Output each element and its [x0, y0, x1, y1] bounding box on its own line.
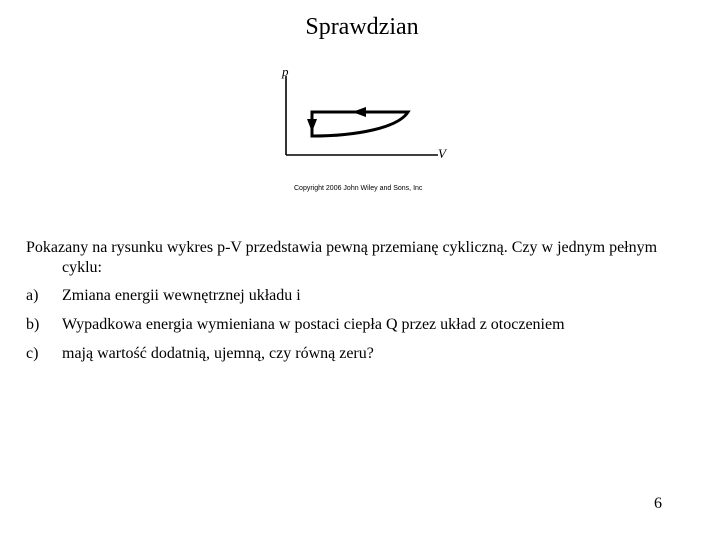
item-text: Wypadkowa energia wymieniana w postaci ciepła Q przez układ z otoczeniem	[62, 316, 565, 333]
list-item	[26, 286, 666, 306]
arrow-left-icon	[352, 107, 366, 117]
slide-title: Sprawdzian	[305, 14, 419, 40]
copyright-caption: Copyright 2006 John Wiley and Sons, Inc	[294, 185, 423, 192]
pv-diagram	[276, 60, 456, 190]
item-marker: c)	[26, 345, 39, 362]
p-axis-label: p	[282, 64, 289, 79]
cycle-path	[312, 112, 408, 136]
list-item	[26, 315, 666, 335]
item-text: mają wartość dodatnią, ujemną, czy równą zeru?	[62, 345, 374, 362]
page-number: 6	[654, 495, 662, 512]
list-item	[26, 344, 666, 364]
item-marker: b)	[26, 316, 40, 333]
item-text: Zmiana energii wewnętrznej układu i	[62, 287, 301, 304]
arrow-down-icon	[307, 119, 317, 132]
pv-diagram-svg	[276, 60, 456, 190]
v-axis-label: V	[438, 146, 446, 161]
item-marker: a)	[26, 287, 39, 304]
question-text: Pokazany na rysunku wykres p-V przedstawia pewną przemianę cykliczną. Czy w jednym pełnym cyklu:	[26, 239, 658, 276]
